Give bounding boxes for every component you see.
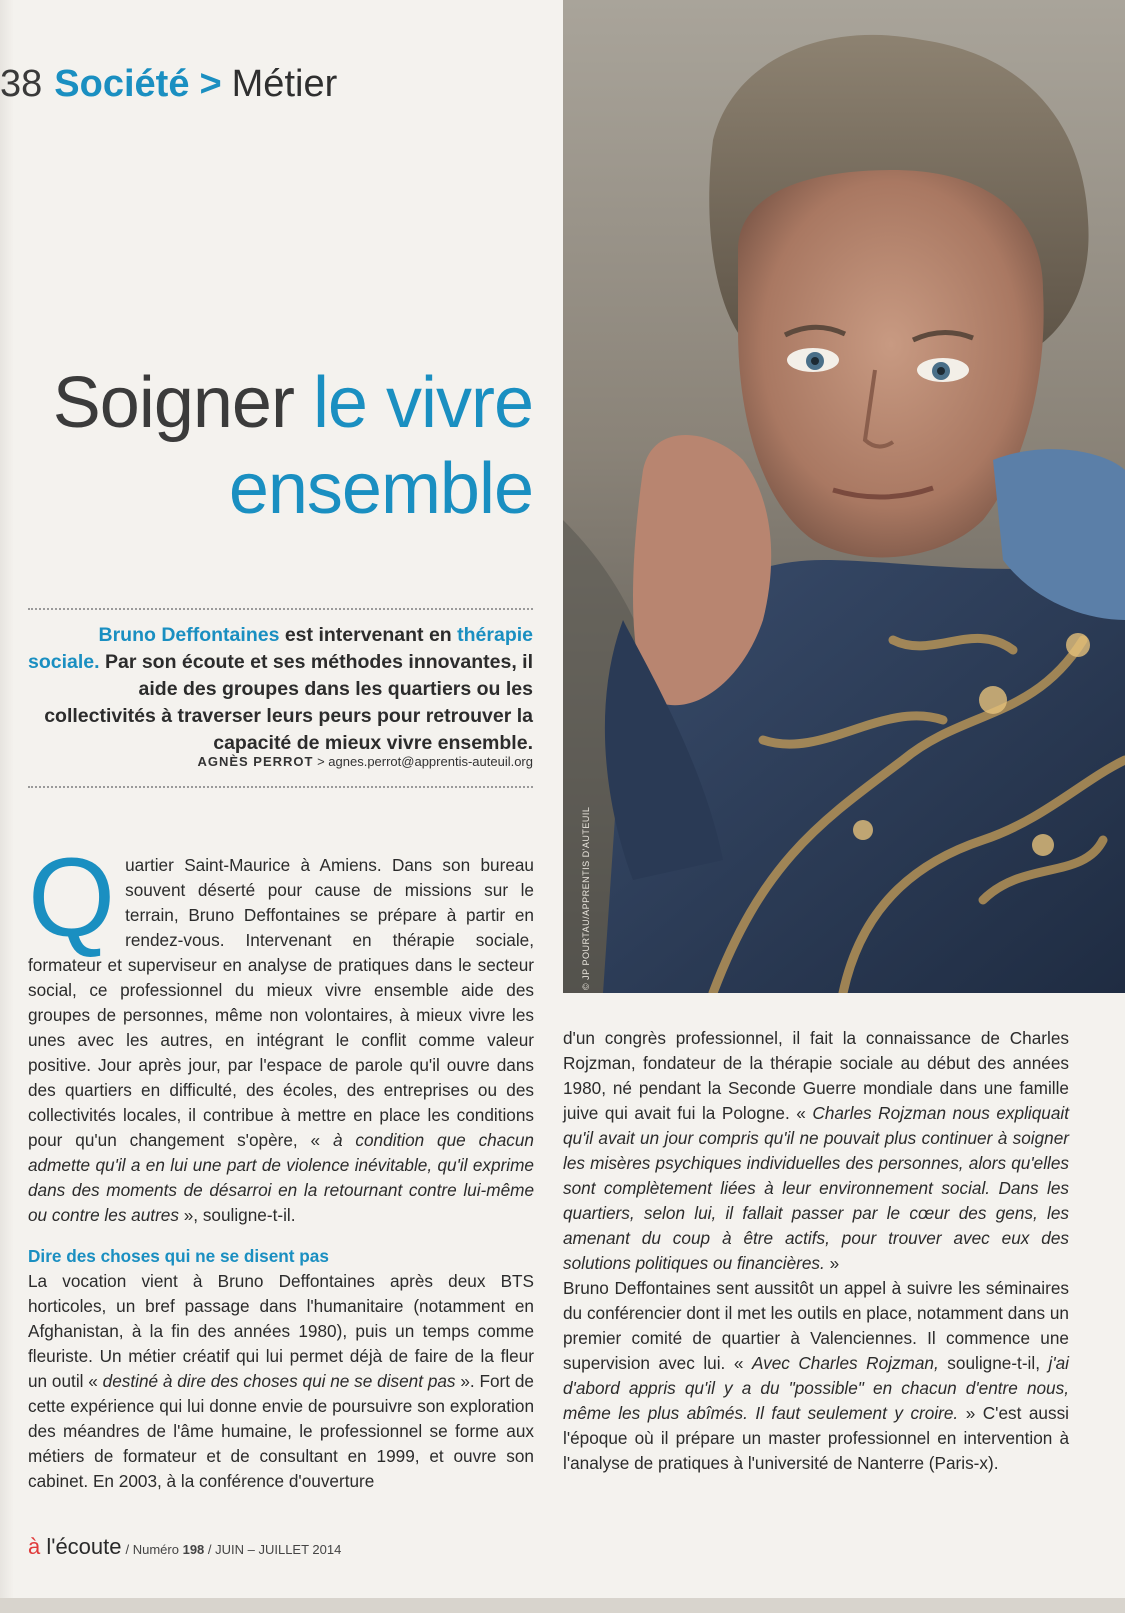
footer-date: / JUIN – JUILLET 2014 xyxy=(204,1542,342,1557)
scan-bottom-strip xyxy=(0,1598,1125,1613)
paragraph-2 xyxy=(28,1269,534,1494)
title-part-2: le vivre ensemble xyxy=(228,363,533,529)
footer-logo-a: à xyxy=(28,1534,47,1559)
lede-name: Bruno Deffontaines xyxy=(98,624,280,646)
page-number: 38 xyxy=(0,63,43,105)
byline-author: AGNÈS PERROT xyxy=(197,754,314,769)
p2-quote: destiné à dire des choses qui ne se disent pas xyxy=(102,1371,456,1391)
p4-quote-2: j'ai d'abord appris qu'il y a du "possible" en chacun d'entre nous, même les plus abîmés. Il faut seulement y croire. xyxy=(563,1353,1069,1423)
section-label: Société xyxy=(54,63,190,105)
page-edge xyxy=(0,0,14,1613)
divider-top xyxy=(28,608,533,610)
article-column-1 xyxy=(28,835,534,1494)
p4-text-a: Bruno Deffontaines sent aussitôt un appel à suivre les séminaires du conférencier dont il met les outils en place, notamment dans un premier comité de quartier à Valenciennes. Il commence une supervision avec lui. « xyxy=(563,1278,1069,1373)
p4-text-c: » C'est aussi l'époque où il prépare un master professionnel en intervention à l'analyse de pratiques à l'université de Nanterre (Paris-x). xyxy=(563,1403,1069,1473)
title-part-1: Soigner xyxy=(52,363,313,443)
page-footer xyxy=(28,1534,341,1560)
p3-end: » xyxy=(824,1253,840,1273)
byline xyxy=(28,754,533,769)
breadcrumb-separator: > xyxy=(199,63,222,105)
section-subhead: Dire des choses qui ne se disent pas xyxy=(28,1246,329,1266)
article-lede xyxy=(28,622,533,757)
p4-quote-1: Avec Charles Rojzman, xyxy=(751,1353,939,1373)
p1-quote: à condition que chacun admette qu'il a en lui une part de violence inévitable, qu'il exprime dans des moments de désarroi en la retournant contre lui-même ou contre les autres xyxy=(28,1130,534,1225)
portrait-illustration xyxy=(563,0,1125,993)
article-title xyxy=(0,360,533,532)
article-column-2 xyxy=(563,1026,1069,1476)
p1-end: », souligne-t-il. xyxy=(178,1205,296,1225)
page-header xyxy=(0,62,337,106)
footer-issue-number: 198 xyxy=(182,1542,205,1557)
divider-bottom xyxy=(28,786,533,788)
paragraph-4 xyxy=(563,1276,1069,1476)
lede-text-2: Par son écoute et ses méthodes innovantes, il aide des groupes dans les quartiers ou les collectivités à traverser leurs peurs pour retrouver la capacité de mieux vivre ensemble. xyxy=(44,651,534,754)
p3-quote: Charles Rojzman nous expliquait qu'il avait un jour compris qu'il ne pouvait plus continuer à soigner les misères psychiques individuelles des personnes, alors qu'elles sont complètement liées à leur environnement social. Dans les quartiers, selon lui, il fallait passer par le cœur des gens, les amenant du coup à être actifs, pour trouver avec eux des solutions politiques ou financières. xyxy=(563,1103,1069,1273)
paragraph-1 xyxy=(28,835,534,1228)
byline-email: > agnes.perrot@apprentis-auteuil.org xyxy=(313,754,533,769)
p3-text: d'un congrès professionnel, il fait la connaissance de Charles Rojzman, fondateur de la thérapie sociale au début des années 1980, né pendant la Seconde Guerre mondiale dans une famille juive qui avait fui la Pologne. « xyxy=(563,1028,1069,1123)
lede-highlight: thérapie sociale. xyxy=(28,624,533,673)
p2-text-b: ». Fort de cette expérience qui lui donne envie de poursuivre son exploration des méandres de l'âme humaine, le professionnel se forme aux métiers de formateur et de consultant en 1999, et ouvre son cabinet. En 2003, à la conférence d'ouverture xyxy=(28,1371,534,1491)
p4-text-b: souligne-t-il, xyxy=(938,1353,1049,1373)
paragraph-3 xyxy=(563,1026,1069,1276)
p2-text-a: La vocation vient à Bruno Deffontaines après deux BTS horticoles, un bref passage dans l'humanitaire (notamment en Afghanistan, à la fin des années 1980), puis un temps comme fleuriste. Un métier créatif qui lui permet déjà de faire de la fleur un outil « xyxy=(28,1271,534,1391)
subsection-label: Métier xyxy=(231,63,338,105)
footer-issue-label: / Numéro xyxy=(125,1542,183,1557)
portrait-photo xyxy=(563,0,1125,993)
p1-text: uartier Saint-Maurice à Amiens. Dans son bureau souvent déserté pour cause de missions sur le terrain, Bruno Deffontaines se prépare à partir en rendez-vous. Intervenant en thérapie sociale, formateur et superviseur en analyse de pratiques dans le secteur social, ce professionnel du mieux vivre ensemble aide des groupes de personnes, même non volontaires, à mieux vivre les unes avec les autres, en intégrant le conflit comme valeur positive. Jour après jour, par l'espace de parole qu'il ouvre dans des quartiers en difficulté, des écoles, des entreprises ou des collectivités locales, il contribue à mettre en place les conditions pour qu'un changement s'opère, « xyxy=(28,855,534,1150)
footer-logo-brand: l'écoute xyxy=(46,1534,122,1559)
photo-credit: © JP POURTAU/APPRENTIS D'AUTEUIL xyxy=(581,806,591,990)
drop-cap: Q xyxy=(28,835,116,960)
lede-text-1: est intervenant en xyxy=(279,624,458,646)
